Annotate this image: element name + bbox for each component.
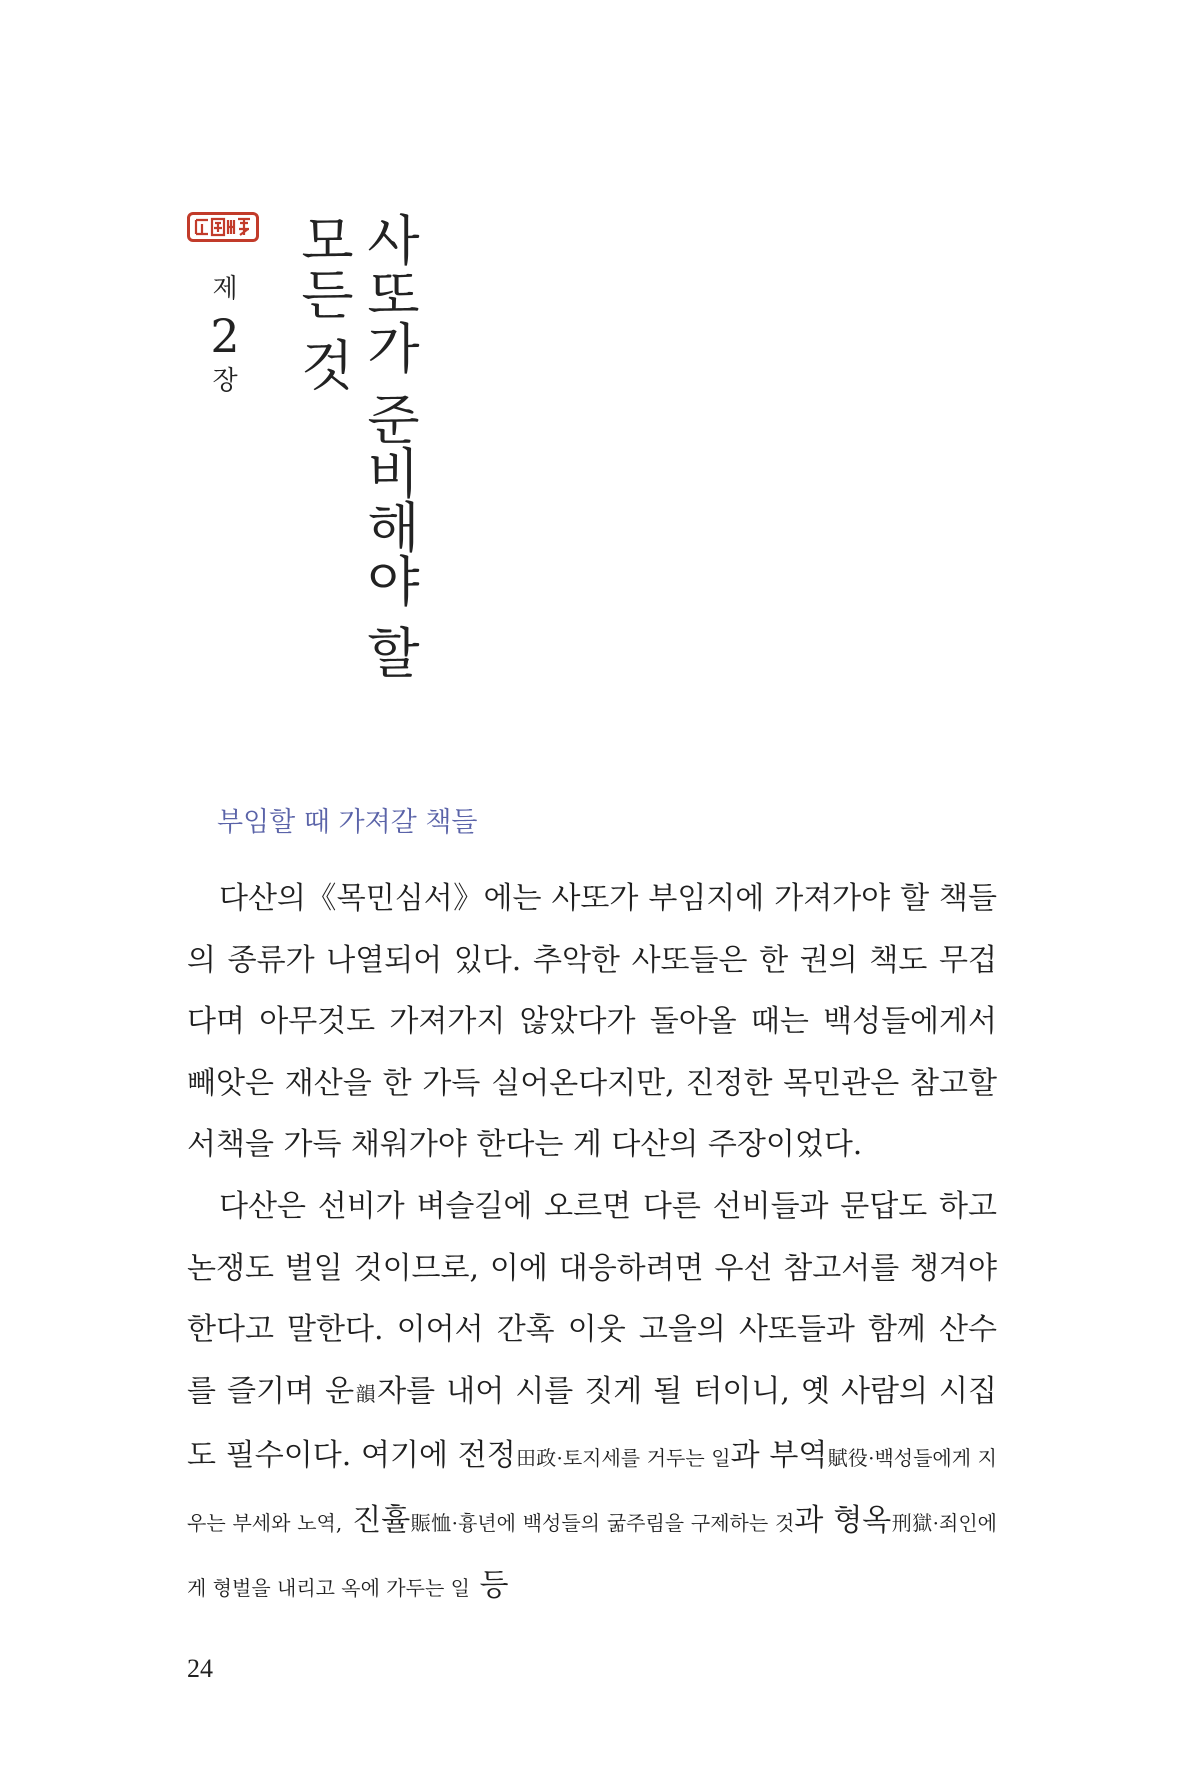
- paragraph-2-text-c: 과 부역: [730, 1438, 828, 1474]
- paragraph-2-text-f: 등: [469, 1567, 509, 1603]
- body-text: [187, 868, 997, 1619]
- chapter-suffix: 장: [212, 366, 238, 396]
- gloss-hanja-1: 韻: [354, 1381, 378, 1406]
- paragraph-2-text-b: 자를 내어 시를 짓게 될 터이니, 옛 사람의 시집도 필수이다. 여기에 전정: [187, 1373, 998, 1474]
- paragraph-2-text-a: 다산은 선비가 벼슬길에 오르면 다른 선비들과 문답도 하고 논쟁도 벌일 것이므로, 이에 대응하려면 우선 참고서를 챙겨야 한다고 말한다. 이어서 간혹 이웃 고을의 사또들과 함께 산수를 즐기며 운: [187, 1188, 997, 1409]
- paragraph-2-text-e: 과 형옥: [794, 1502, 892, 1538]
- page-number: 24: [187, 1654, 213, 1683]
- gloss-5: 刑獄·죄인에게 형벌을 내리고 옥에 가두는 일: [187, 1510, 997, 1600]
- section-heading: 부임할 때 가져갈 책들: [217, 807, 478, 838]
- gloss-3: 賦役·백성들에게 지우는 부세와 노역,: [187, 1446, 997, 1535]
- gloss-2: 田政·토지세를 거두는 일: [515, 1446, 731, 1471]
- seal-glyphs: [190, 215, 256, 239]
- paragraph-2: [187, 1176, 997, 1619]
- chapter-title-line-1: 사또가 준비해야 할: [358, 212, 421, 679]
- chapter-number: 2: [210, 309, 240, 363]
- paragraph-1: 다산의《목민심서》에는 사또가 부임지에 가져가야 할 책들의 종류가 나열되어 있다. 추악한 사또들은 한 권의 책도 무겁다며 아무것도 가져가지 않았다가 돌아올 때는 백성들에게서 빼앗은 재산을 한 가득 실어온다지만, 진정한 목민관은 참고할 서책을 가득 채워가야 한다는 게 다산의 주장이었다.: [187, 881, 997, 1163]
- seal-stamp: [187, 212, 259, 242]
- chapter-prefix: 제: [212, 274, 238, 304]
- chapter-title-line-2: 모든 것: [292, 212, 355, 392]
- chapter-label: [205, 272, 245, 398]
- gloss-4: 賑恤·흉년에 백성들의 굶주림을 구제하는 것: [410, 1510, 795, 1535]
- paragraph-2-text-d: 진휼: [342, 1502, 411, 1538]
